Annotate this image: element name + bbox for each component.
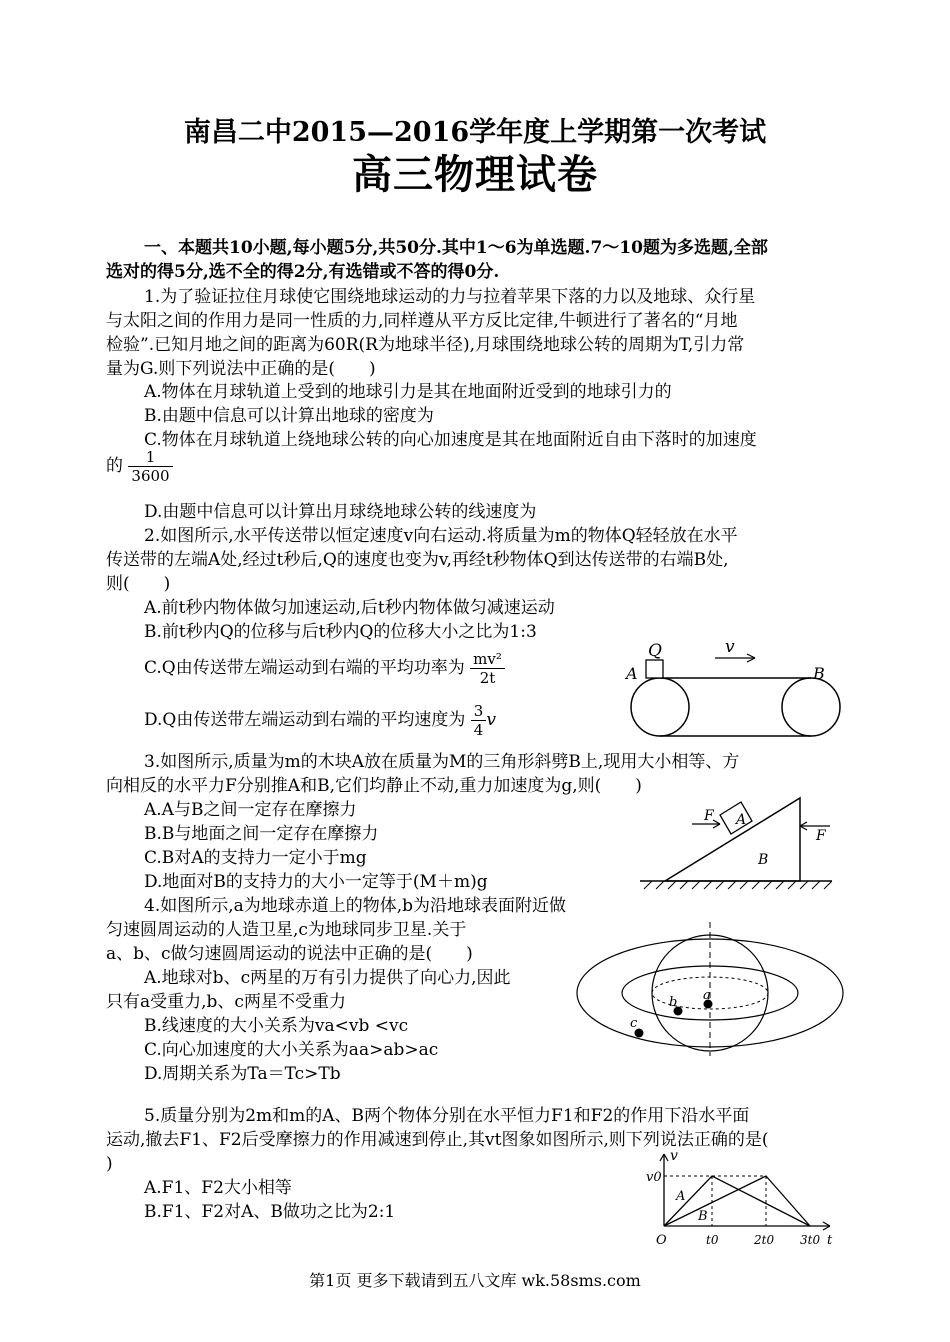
label-c: c bbox=[630, 1016, 638, 1031]
right-pulley bbox=[782, 678, 840, 736]
label-b: b bbox=[669, 995, 678, 1010]
q3-option-d: D.地面对B的支持力的大小一定等于(M＋m)g bbox=[144, 872, 488, 892]
label-b: B bbox=[698, 1209, 708, 1224]
q1-option-c-tail: 的 bbox=[106, 456, 123, 476]
label-a: A bbox=[676, 1189, 686, 1204]
label-q: Q bbox=[648, 641, 662, 661]
q1-line4: 量为G.则下列说法中正确的是( ) bbox=[106, 359, 376, 379]
q2-velocity-den: 4 bbox=[473, 721, 484, 739]
q5-option-a: A.F1、F2大小相等 bbox=[144, 1178, 292, 1198]
q2-line1: 2.如图所示,水平传送带以恒定速度v向右运动.将质量为m的物体Q轻轻放在水平 bbox=[144, 526, 738, 546]
q2-power-den: 2t bbox=[479, 669, 496, 687]
q2-line3: 则( ) bbox=[106, 574, 171, 594]
q1-line1: 1.为了验证拉住月球使它围绕地球运动的力与拉着苹果下落的力以及地球、众行星 bbox=[144, 287, 756, 307]
q1-line2: 与太阳之间的作用力是同一性质的力,同样遵从平方反比定律,牛顿进行了著名的“月地 bbox=[106, 311, 738, 331]
q1-option-d: D.由题中信息可以计算出月球绕地球公转的线速度为 bbox=[144, 502, 537, 522]
q5-line1 bbox=[144, 1104, 749, 1128]
q3-line2: 向相反的水平力F分别推A和B,它们均静止不动,重力加速度为g,则( ) bbox=[106, 776, 642, 796]
q4-option-b: B.线速度的大小关系为va<vb <vc bbox=[144, 1016, 409, 1036]
q1-option-c: C.物体在月球轨道上绕地球公转的向心加速度是其在地面附近自由下落时的加速度 bbox=[144, 430, 757, 450]
q2-option-d bbox=[144, 702, 496, 739]
q3-option-b: B.B与地面之间一定存在摩擦力 bbox=[144, 824, 379, 844]
q5-line2: 运动,撤去F1、F2后受摩擦力的作用减速到停止,其vt图象如图所示,则下列说法正确的是( bbox=[106, 1130, 769, 1150]
label-t: t bbox=[827, 1233, 833, 1248]
label-f-right: F bbox=[816, 828, 826, 844]
label-origin: O bbox=[656, 1233, 667, 1248]
q2-power-fraction bbox=[470, 650, 505, 687]
q5-option-b: B.F1、F2对A、B做功之比为2:1 bbox=[144, 1202, 396, 1222]
exam-title: 南昌二中2015—2016学年度上学期第一次考试 bbox=[183, 117, 767, 148]
q2-option-b: B.前t秒内Q的位移与后t秒内Q的位移大小之比为1:3 bbox=[144, 622, 537, 642]
q2-velocity-num: 3 bbox=[471, 702, 487, 721]
q1-option-c-cont bbox=[106, 448, 173, 485]
q2-option-a: A.前t秒内物体做匀加速运动,后t秒内物体做匀减速运动 bbox=[144, 598, 555, 618]
ground-hatch bbox=[644, 881, 832, 889]
q2-option-c bbox=[144, 650, 505, 687]
label-t0: t0 bbox=[706, 1233, 719, 1247]
label-v: v bbox=[670, 1150, 678, 1164]
q3-option-c: C.B对A的支持力一定小于mg bbox=[144, 848, 367, 868]
page-footer: 第1页 更多下载请到五八文库 wk.58sms.com bbox=[309, 1271, 641, 1290]
q2-option-d-v: v bbox=[486, 710, 496, 730]
label-2t0: 2t0 bbox=[754, 1233, 775, 1247]
q1-fraction bbox=[128, 448, 172, 485]
q2-line2: 传送带的左端A处,经过t秒后,Q的速度也变为v,再经t秒物体Q到达传送带的右端B处, bbox=[106, 550, 729, 570]
conveyor-belt-figure bbox=[620, 640, 850, 740]
q4-option-d: D.周期关系为Ta＝Tc>Tb bbox=[144, 1064, 341, 1084]
q5-line1-text: 5.质量分别为2m和m的A、B两个物体分别在水平恒力F1和F2的作用下沿水平面 bbox=[144, 1106, 750, 1126]
satellite-orbit-figure bbox=[575, 918, 847, 1058]
q2-velocity-fraction bbox=[471, 702, 487, 739]
q4-line2: 匀速圆周运动的人造卫星,c为地球同步卫星.关于 bbox=[106, 920, 467, 940]
label-f-left: F bbox=[704, 808, 714, 824]
vt-graph-figure bbox=[640, 1150, 840, 1250]
q4-option-c: C.向心加速度的大小关系为aa>ab>ac bbox=[144, 1040, 439, 1060]
label-block-a: A bbox=[736, 812, 747, 828]
section1-line1: 一、本题共10小题,每小题5分,共50分.其中1～6为单选题.7～10题为多选题,全部 bbox=[144, 238, 768, 258]
label-a: a bbox=[703, 988, 711, 1003]
q2-option-c-text: C.Q由传送带左端运动到右端的平均功率为 bbox=[144, 658, 465, 678]
label-b: B bbox=[813, 664, 825, 683]
q5-line3: ) bbox=[106, 1154, 113, 1174]
q4-line3: a、b、c做匀速圆周运动的说法中正确的是( ) bbox=[106, 944, 473, 964]
label-a: A bbox=[626, 664, 638, 683]
label-v0: v0 bbox=[646, 1170, 662, 1185]
wedge-figure bbox=[640, 788, 840, 894]
q1-option-b: B.由题中信息可以计算出地球的密度为 bbox=[144, 406, 434, 426]
q1-frac-num: 1 bbox=[128, 448, 172, 467]
exam-subject-title: 高三物理试卷 bbox=[352, 151, 598, 198]
q2-power-num: mv² bbox=[470, 650, 505, 669]
section1-line2: 选对的得5分,选不全的得2分,有选错或不答的得0分. bbox=[106, 262, 500, 282]
q1-option-a: A.物体在月球轨道上受到的地球引力是其在地面附近受到的地球引力的 bbox=[144, 382, 672, 402]
q1-line3: 检验”.已知月地之间的距离为60R(R为地球半径),月球围绕地球公转的周期为T,引力常 bbox=[106, 335, 745, 355]
q4-line1: 4.如图所示,a为地球赤道上的物体,b为沿地球表面附近做 bbox=[144, 896, 567, 916]
label-3t0: 3t0 bbox=[800, 1233, 821, 1247]
q3-line1: 3.如图所示,质量为m的木块A放在质量为M的三角形斜劈B上,现用大小相等、方 bbox=[144, 752, 740, 772]
q4-option-a-cont: 只有a受重力,b、c两星不受重力 bbox=[106, 992, 346, 1012]
line-b bbox=[664, 1176, 810, 1226]
label-v: v bbox=[725, 640, 735, 657]
q3-option-a: A.A与B之间一定存在摩擦力 bbox=[144, 800, 357, 820]
block-q bbox=[646, 660, 663, 678]
left-pulley bbox=[631, 678, 689, 736]
q4-option-a: A.地球对b、c两星的万有引力提供了向心力,因此 bbox=[144, 968, 511, 988]
label-wedge-b: B bbox=[758, 852, 769, 868]
q2-option-d-text: D.Q由传送带左端运动到右端的平均速度为 bbox=[144, 710, 466, 730]
q1-frac-den: 3600 bbox=[131, 467, 170, 485]
